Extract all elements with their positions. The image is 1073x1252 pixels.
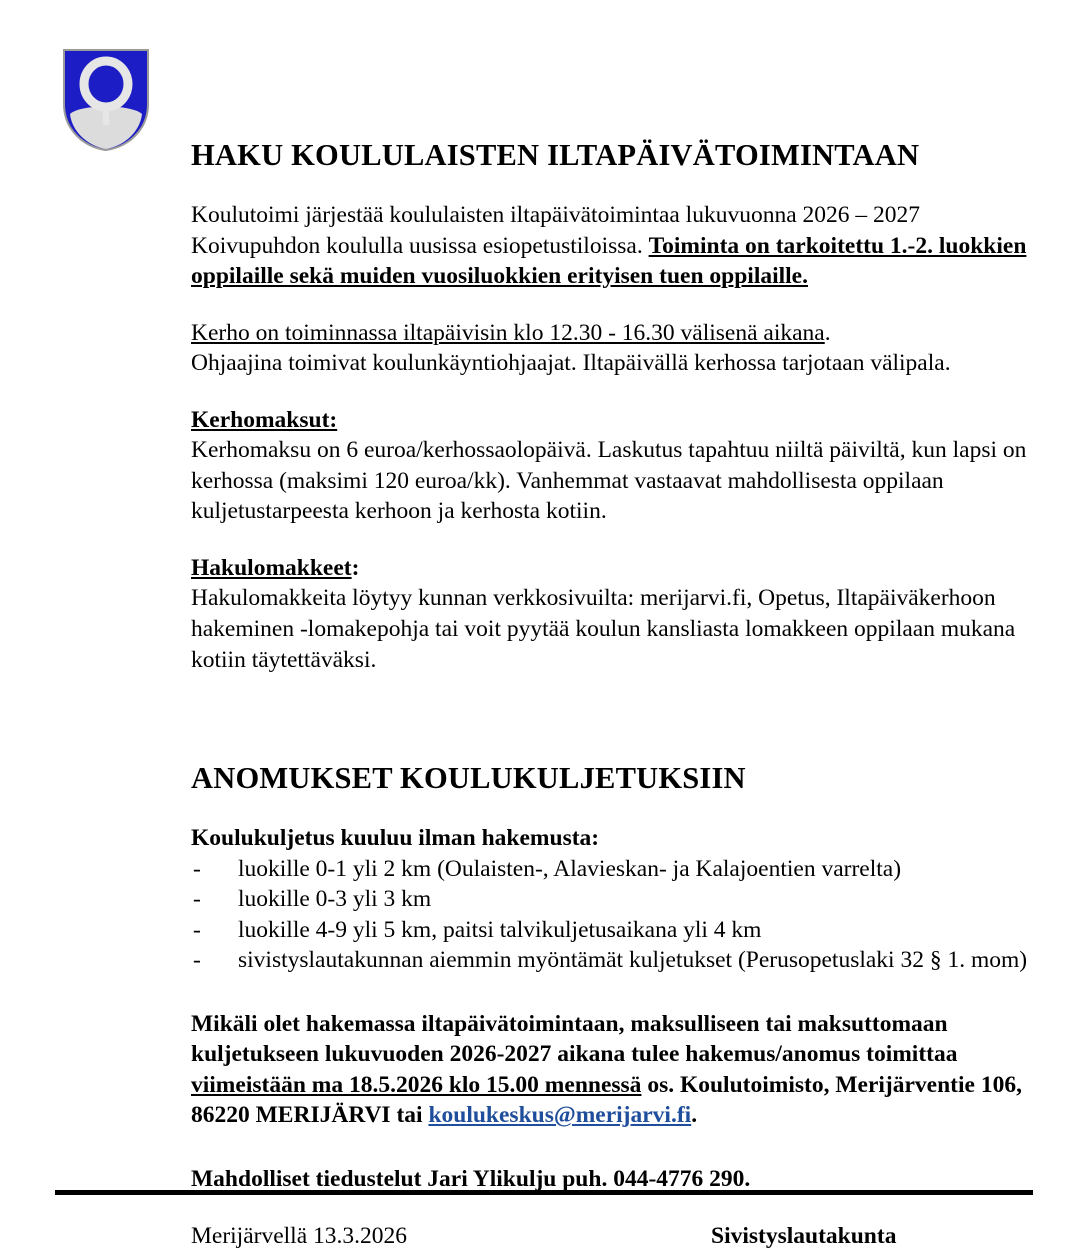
list-item-label: sivistyslautakunnan aiemmin myöntämät kuljetukset (Perusopetuslaki 32 § 1. mom)	[238, 947, 1028, 974]
list-item-label: luokille 4-9 yli 5 km, paitsi talvikuljetusaikana yli 4 km	[238, 916, 762, 943]
bullet-dash-icon: -	[193, 855, 201, 882]
spacer	[191, 1131, 1031, 1164]
list-item	[191, 854, 1031, 885]
application-forms-paragraph: Hakulomakkeita löytyy kunnan verkkosivuilta: merijarvi.fi, Opetus, Iltapäiväkerhoon hakeminen -lomakepohja tai voit pyytää koulun kansliasta lomakkeen oppilaan mukana kotiin täytettäväksi.	[191, 585, 1016, 673]
intro-emphasised-text: Toiminta on tarkoitettu 1.-2. luokkien oppilaille sekä muiden vuosiluokkien erityisen tuen oppilaille.	[191, 232, 1027, 290]
intro-paragraph	[191, 200, 1031, 292]
transport-criteria-list	[191, 854, 1031, 976]
deadline-text-part-2: os. Koulutoimisto, Merijärventie 106, 86220 MERIJÄRVI tai	[191, 1071, 1022, 1129]
email-link-koulukeskus[interactable]: koulukeskus@merijarvi.fi	[428, 1102, 692, 1129]
deadline-text-part-3: .	[691, 1102, 698, 1129]
fees-heading: Kerhomaksut:	[191, 406, 338, 433]
bullet-dash-icon: -	[193, 947, 201, 974]
spacer	[191, 292, 1031, 318]
bullet-dash-icon: -	[193, 886, 201, 913]
bullet-dash-icon: -	[193, 916, 201, 943]
application-forms-heading	[191, 553, 1031, 584]
intro-plain-text: Koulutoimi järjestää koululaisten iltapäivätoimintaa lukuvuonna 2026 – 2027 Koivupuhdon koululla uusissa esiopetustiloissa.	[191, 201, 921, 259]
deadline-emphasised: viimeistään ma 18.5.2026 klo 15.00 mennessä	[191, 1071, 642, 1098]
page-title-afternoon-activities: HAKU KOULULAISTEN ILTAPÄIVÄTOIMINTAAN	[191, 138, 920, 172]
deadline-text-part-1: Mikäli olet hakemassa iltapäivätoimintaan, maksulliseen tai maksuttomaan kuljetukseen lukuvuoden 2026-2027 aikana tulee hakemus/anomus toimittaa	[191, 1010, 958, 1068]
merijarvi-coat-of-arms-icon	[62, 48, 150, 152]
list-item-label: luokille 0-3 yli 3 km	[238, 886, 432, 913]
spacer	[191, 379, 1031, 405]
staff-and-snack-line: Ohjaajina toimivat koulunkäyntiohjaajat. Iltapäivällä kerhossa tarjotaan välipala.	[191, 350, 951, 377]
fees-paragraph: Kerhomaksu on 6 euroa/kerhossaolopäivä. Laskutus tapahtuu niiltä päiviltä, kun lapsi on kerhossa (maksimi 120 euroa/kk). Vanhemmat vastaavat mahdollisesta oppilaan kuljetustarpeesta kerhoon ja kerhosta kotiin.	[191, 437, 1027, 525]
deadline-paragraph	[191, 1009, 1031, 1131]
spacer	[191, 174, 1031, 200]
spacer	[191, 797, 1031, 823]
footer-place-date: Merijärvellä 13.3.2026	[191, 1222, 408, 1249]
section-spacer	[191, 675, 1031, 761]
application-forms-heading-word: Hakulomakkeet	[191, 554, 352, 581]
footer-signer: Sivistyslautakunta	[711, 1222, 897, 1249]
spacer	[191, 527, 1031, 553]
contact-paragraph: Mahdolliset tiedustelut Jari Ylikulju puh. 044-4776 290.	[191, 1166, 751, 1192]
page-title-school-transport: ANOMUKSET KOULUKULJETUKSIIN	[191, 761, 746, 796]
document-content	[191, 0, 1031, 1251]
list-item	[191, 945, 1031, 976]
transport-list-heading: Koulukuljetus kuuluu ilman hakemusta:	[191, 825, 600, 852]
application-forms-heading-colon: :	[351, 554, 360, 581]
footer-row	[191, 1221, 1031, 1252]
spacer	[191, 976, 1031, 1009]
list-item-label: luokille 0-1 yli 2 km (Oulaisten-, Alavieskan- ja Kalajoentien varrelta)	[238, 855, 902, 882]
list-item	[191, 884, 1031, 915]
opening-hours-period: .	[824, 319, 831, 346]
footer-divider	[55, 1190, 1033, 1195]
opening-hours-paragraph	[191, 318, 1031, 379]
list-item	[191, 915, 1031, 946]
opening-hours-underlined: Kerho on toiminnassa iltapäivisin klo 12.30 - 16.30 välisenä aikana	[191, 319, 825, 346]
spacer	[191, 1195, 1031, 1221]
